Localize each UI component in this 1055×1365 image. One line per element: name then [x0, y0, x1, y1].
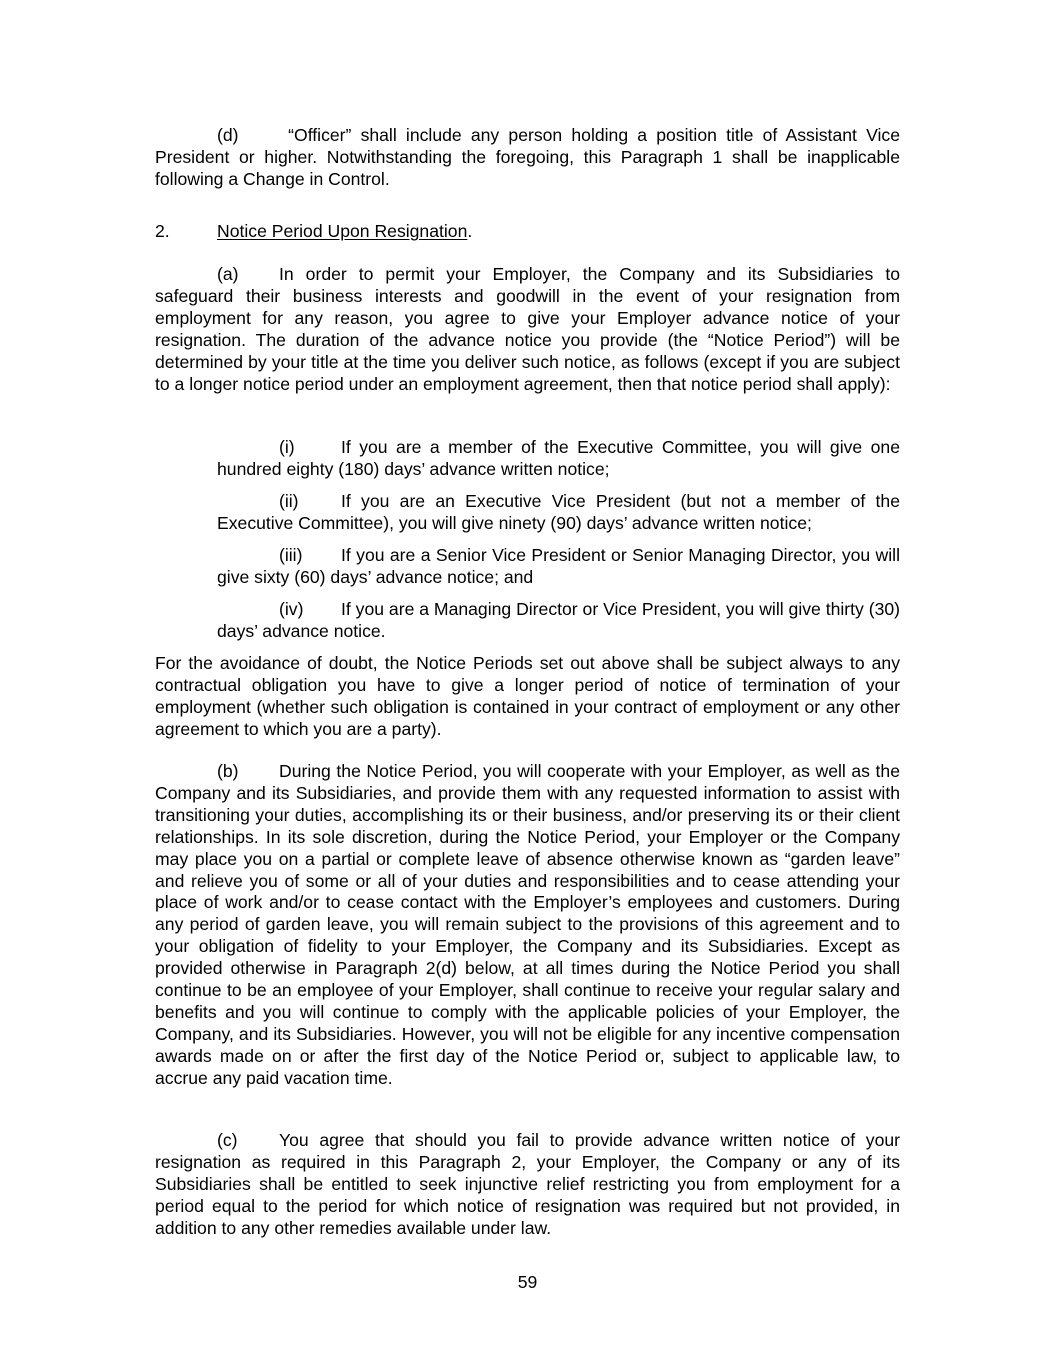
section-2-title: Notice Period Upon Resignation: [217, 221, 468, 241]
section-2-heading: [155, 221, 472, 243]
sub-item-i: [217, 437, 900, 481]
paragraph-2a-text: In order to permit your Employer, the Company and its Subsidiaries to safeguard their business interests and goodwill in the event of your resignation from employment for any reason, you agree to give your Employer advance notice of your resignation. The duration of the advance notice you provide (the “Notice Period”) will be determined by your title at the time you deliver such notice, as follows (except if you are subject to a longer notice period under an employment agreement, then that notice period shall apply):: [155, 264, 900, 394]
avoidance-of-doubt-paragraph: [155, 653, 900, 741]
sub-item-ii: [217, 491, 900, 535]
sub-item-iii-marker: (iii): [279, 545, 303, 565]
paragraph-2a: [155, 264, 900, 395]
section-2-title-punct: .: [467, 221, 473, 241]
sub-item-iii: [217, 545, 900, 589]
sub-item-ii-text: If you are an Executive Vice President (but not a member of the Executive Committee), you will give ninety (90) days’ advance written notice;: [217, 491, 900, 533]
paragraph-2c: [155, 1130, 900, 1240]
paragraph-2b-text: During the Notice Period, you will cooperate with your Employer, as well as the Company and its Subsidiaries, and provide them with any requested information to assist with transitioning your duties, accomplishing its or their business, and/or preserving its or their client relationships. In its sole discretion, during the Notice Period, your Employer or the Company may place you on a partial or complete leave of absence otherwise known as “garden leave” and relieve you of some or all of your duties and responsibilities and to cease attending your place of work and/or to cease contact with the Employer’s employees and customers. During any period of garden leave, you will remain subject to the provisions of this agreement and to your obligation of fidelity to your Employer, the Company and its Subsidiaries. Except as provided otherwise in Paragraph 2(d) below, at all times during the Notice Period you shall continue to be an employee of your Employer, shall continue to receive your regular salary and benefits and you will continue to comply with the applicable policies of your Employer, the Company, and its Subsidiaries. However, you will not be eligible for any incentive compensation awards made on or after the first day of the Notice Period or, subject to applicable law, to accrue any paid vacation time.: [155, 761, 900, 1088]
paragraph-1d-text: “Officer” shall include any person holding a position title of Assistant Vice President or higher. Notwithstanding the foregoing, this Paragraph 1 shall be inapplicable following a Change in Control.: [155, 125, 900, 189]
sub-item-iv: [217, 599, 900, 643]
sub-item-ii-marker: (ii): [279, 491, 299, 511]
paragraph-2b-marker: (b): [217, 761, 239, 781]
avoidance-of-doubt-text: For the avoidance of doubt, the Notice Periods set out above shall be subject always to any contractual obligation you have to give a longer period of notice of termination of your employment (whether such obligation is contained in your contract of employment or any other agreement to which you are a party).: [155, 653, 900, 739]
sub-item-i-text: If you are a member of the Executive Committee, you will give one hundred eighty (180) days’ advance written notice;: [217, 437, 900, 479]
sub-item-iv-text: If you are a Managing Director or Vice President, you will give thirty (30) days’ advance notice.: [217, 599, 901, 641]
paragraph-2a-marker: (a): [217, 264, 239, 284]
page-number: 59: [517, 1272, 538, 1292]
section-2-number: 2.: [155, 221, 170, 241]
sub-item-iii-text: If you are a Senior Vice President or Senior Managing Director, you will give sixty (60) days’ advance notice; and: [217, 545, 900, 587]
paragraph-2c-text: You agree that should you fail to provide advance written notice of your resignation as required in this Paragraph 2, your Employer, the Company or any of its Subsidiaries shall be entitled to seek injunctive relief restricting you from employment for a period equal to the period for which notice of resignation was required but not provided, in addition to any other remedies available under law.: [155, 1130, 900, 1238]
paragraph-2c-marker: (c): [217, 1130, 238, 1150]
paragraph-2b: [155, 761, 900, 1090]
paragraph-1d-marker: (d): [217, 125, 239, 145]
sub-item-i-marker: (i): [279, 437, 295, 457]
sub-item-iv-marker: (iv): [279, 599, 304, 619]
paragraph-1d: [155, 125, 900, 191]
